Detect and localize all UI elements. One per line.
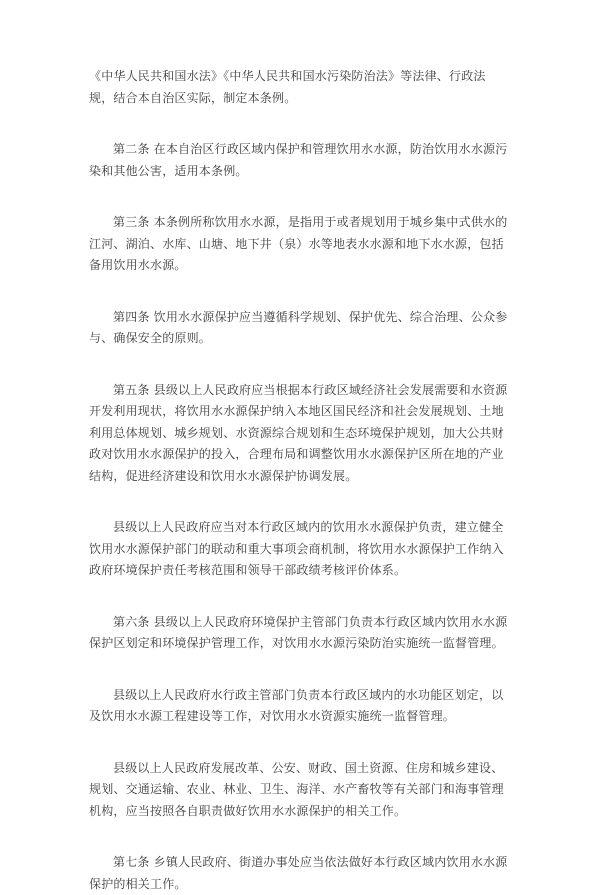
- paragraph-article-6: 第六条 县级以上人民政府环境保护主管部门负责本行政区域内饮用水水源 保护区划定和环境保护管理工作，对饮用水水源污染防治实施统一监督管理。: [89, 614, 508, 650]
- paragraph-article-2: 第二条 在本自治区行政区域内保护和管理饮用水水源，防治饮用水水源污 染和其他公害，适用本条例。: [89, 142, 508, 178]
- document-body: [89, 66, 509, 895]
- paragraph-preamble-end: 《中华人民共和国水法》《中华人民共和国水污染防治法》等法律、行政法 规，结合本自治区实际，制定本条例。: [89, 69, 486, 105]
- paragraph-article-5: 第五条 县级以上人民政府应当根据本行政区域经济社会发展需要和水资源 开发利用现状，将饮用水水源保护纳入本地区国民经济和社会发展规划、土地 利用总体规划、城乡规划、水资源综合规划和生态环境保护规划，加大公共财 政对饮用水水源保护的投入，合理布局和调整饮用水水源保护区所在地的产业 结构，促进经济建设和饮用水水源保护协调发展。: [89, 382, 508, 483]
- paragraph-article-6-clause-3: 县级以上人民政府发展改革、公安、财政、国土资源、住房和城乡建设、 规划、交通运输、农业、林业、卫生、海洋、水产畜牧等有关部门和海事管理 机构，应当按照各自职责做好饮用水水源保护的相关工作。: [89, 760, 504, 818]
- paragraph-article-3: 第三条 本条例所称饮用水水源，是指用于或者规划用于城乡集中式供水的 江河、湖泊、水库、山塘、地下井（泉）水等地表水水源和地下水水源，包括 备用饮用水水源。: [89, 215, 508, 272]
- paragraph-article-7: 第七条 乡镇人民政府、街道办事处应当依法做好本行政区域内饮用水水源 保护的相关工作。: [89, 855, 508, 891]
- paragraph-article-6-clause-2: 县级以上人民政府水行政主管部门负责本行政区域内的水功能区划定，以 及饮用水水源工程建设等工作，对饮用水水资源实施统一监督管理。: [89, 687, 504, 723]
- paragraph-article-4: 第四条 饮用水水源保护应当遵循科学规划、保护优先、综合治理、公众参 与、确保安全的原则。: [89, 309, 508, 345]
- paragraph-article-5-clause-2: 县级以上人民政府应当对本行政区域内的饮用水水源保护负责，建立健全 饮用水水源保护部门的联动和重大事项会商机制，将饮用水水源保护工作纳入 政府环境保护责任考核范围和领导干部政绩考核评价体系。: [89, 520, 504, 577]
